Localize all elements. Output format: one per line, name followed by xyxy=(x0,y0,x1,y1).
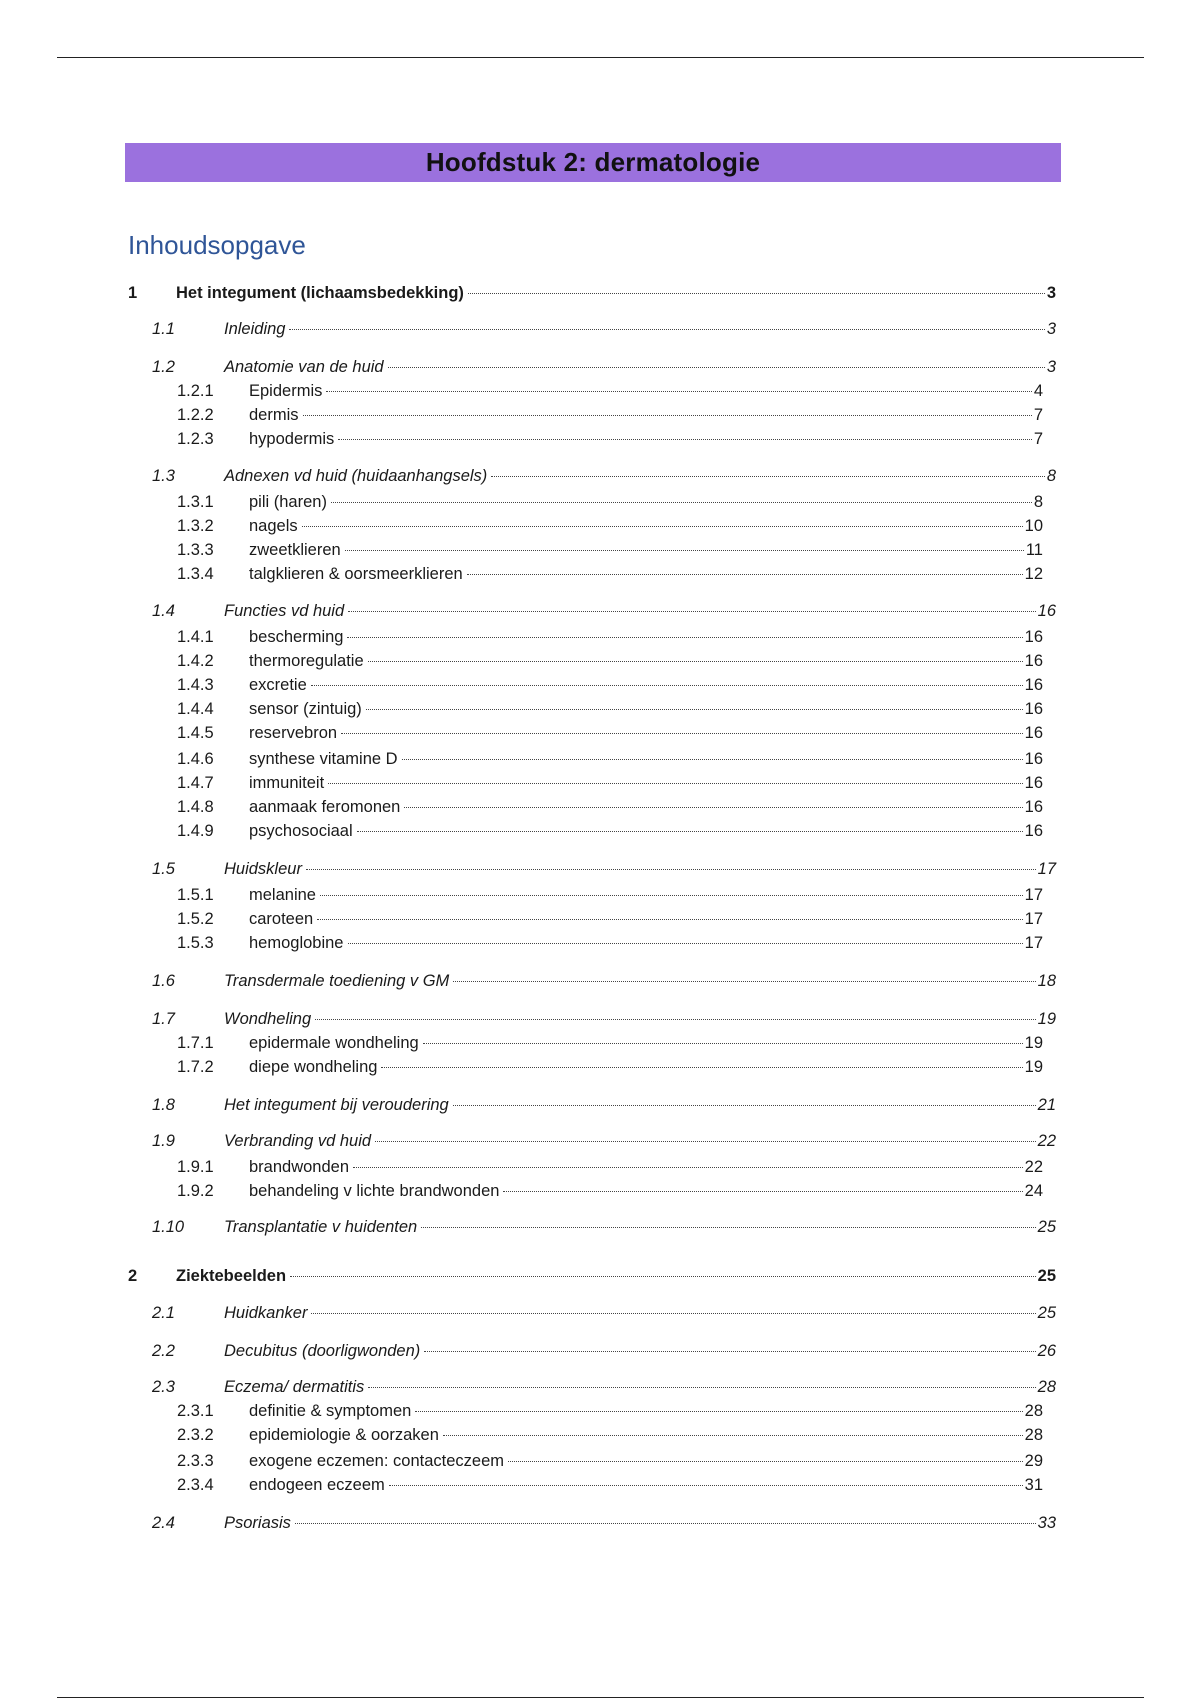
toc-entry-title[interactable]: zweetklieren xyxy=(249,541,341,559)
toc-dot-leader xyxy=(491,476,1045,477)
toc-dot-leader xyxy=(453,981,1035,982)
toc-entry-title[interactable]: epidermale wondheling xyxy=(249,1034,419,1052)
toc-entry-page-number: 8 xyxy=(1033,493,1043,511)
toc-dot-leader xyxy=(415,1411,1022,1412)
toc-entry-number: 1.2.1 xyxy=(177,382,214,400)
toc-entry-page-number: 16 xyxy=(1024,724,1043,742)
toc-entry-number: 1.5.2 xyxy=(177,910,214,928)
toc-entry-title[interactable]: thermoregulatie xyxy=(249,652,364,670)
toc-dot-leader xyxy=(443,1435,1023,1436)
toc-entry-page-number: 7 xyxy=(1033,430,1043,448)
toc-entry-number: 1 xyxy=(128,284,138,302)
toc-entry-number: 1.4.6 xyxy=(177,750,214,768)
toc-entry-number: 1.5 xyxy=(152,860,175,878)
toc-entry-2-4[interactable] xyxy=(152,1513,1056,1533)
toc-entry-title[interactable]: Functies vd huid xyxy=(224,602,345,620)
toc-entry-page-number: 31 xyxy=(1024,1476,1043,1494)
toc-entry-title[interactable]: behandeling v lichte brandwonden xyxy=(249,1182,500,1200)
toc-entry-number: 2.3.3 xyxy=(177,1452,214,1470)
toc-dot-leader xyxy=(315,1019,1036,1020)
toc-entry-1-4-6[interactable] xyxy=(177,749,1043,769)
toc-dot-leader xyxy=(331,502,1032,503)
toc-entry-number: 2.3.2 xyxy=(177,1426,214,1444)
toc-entry-1-10[interactable] xyxy=(152,1217,1056,1237)
toc-entry-1-7[interactable] xyxy=(152,1009,1056,1029)
toc-entry-page-number: 19 xyxy=(1024,1058,1043,1076)
toc-entry-page-number: 7 xyxy=(1033,406,1043,424)
toc-entry-1-4[interactable] xyxy=(152,601,1056,621)
toc-heading: Inhoudsopgave xyxy=(128,230,306,260)
toc-entry-title[interactable]: Epidermis xyxy=(249,382,323,400)
toc-dot-leader xyxy=(347,637,1022,638)
toc-entry-title[interactable]: talgklieren & oorsmeerklieren xyxy=(249,565,463,583)
toc-entry-title[interactable]: synthese vitamine D xyxy=(249,750,398,768)
toc-entry-page-number: 17 xyxy=(1024,934,1043,952)
toc-dot-leader xyxy=(317,919,1022,920)
toc-entry-title[interactable]: diepe wondheling xyxy=(249,1058,378,1076)
toc-entry-page-number: 16 xyxy=(1024,822,1043,840)
toc-entry-1-4-8[interactable] xyxy=(177,797,1043,817)
toc-entry-1-5[interactable] xyxy=(152,859,1056,879)
toc-dot-leader xyxy=(368,661,1023,662)
toc-dot-leader xyxy=(375,1141,1036,1142)
toc-entry-number: 1.8 xyxy=(152,1096,175,1114)
toc-entry-title[interactable]: caroteen xyxy=(249,910,314,928)
toc-entry-number: 1.4.3 xyxy=(177,676,214,694)
toc-entry-1-4-1[interactable] xyxy=(177,627,1043,647)
toc-entry-number: 1.5.1 xyxy=(177,886,214,904)
toc-entry-2-3-3[interactable] xyxy=(177,1451,1043,1471)
toc-entry-title[interactable]: sensor (zintuig) xyxy=(249,700,362,718)
toc-entry-number: 2.4 xyxy=(152,1514,175,1532)
toc-entry-title[interactable]: Transplantatie v huidenten xyxy=(224,1218,418,1236)
toc-entry-title[interactable]: pili (haren) xyxy=(249,493,327,511)
toc-entry-1-4-9[interactable] xyxy=(177,821,1043,841)
toc-entry-number: 1.5.3 xyxy=(177,934,214,952)
toc-entry-page-number: 18 xyxy=(1037,972,1056,990)
toc-entry-title[interactable]: Anatomie van de huid xyxy=(224,358,384,376)
toc-entry-page-number: 25 xyxy=(1037,1218,1056,1236)
toc-entry-title[interactable]: Het integument bij veroudering xyxy=(224,1096,449,1114)
toc-entry-number: 1.4.8 xyxy=(177,798,214,816)
toc-entry-2-1[interactable] xyxy=(152,1303,1056,1323)
toc-entry-number: 1.3.4 xyxy=(177,565,214,583)
toc-entry-page-number: 10 xyxy=(1024,517,1043,535)
toc-entry-title[interactable]: Wondheling xyxy=(224,1010,312,1028)
toc-entry-title[interactable]: psychosociaal xyxy=(249,822,353,840)
toc-entry-1-4-7[interactable] xyxy=(177,773,1043,793)
toc-entry-1-2-1[interactable] xyxy=(177,381,1043,401)
toc-entry-1-3-1[interactable] xyxy=(177,492,1043,512)
toc-dot-leader xyxy=(468,293,1045,294)
toc-entry-title[interactable]: Huidskleur xyxy=(224,860,302,878)
toc-dot-leader xyxy=(290,1276,1036,1277)
toc-entry-page-number: 22 xyxy=(1037,1132,1056,1150)
toc-dot-leader xyxy=(311,685,1023,686)
toc-entry-1-7-2[interactable] xyxy=(177,1057,1043,1077)
toc-entry-number: 1.4.9 xyxy=(177,822,214,840)
toc-dot-leader xyxy=(423,1043,1023,1044)
toc-entry-page-number: 17 xyxy=(1037,860,1056,878)
toc-entry-page-number: 8 xyxy=(1046,467,1056,485)
toc-entry-page-number: 28 xyxy=(1024,1402,1043,1420)
toc-entry-number: 1.6 xyxy=(152,972,175,990)
toc-entry-1-9-2[interactable] xyxy=(177,1181,1043,1201)
toc-entry-2-2[interactable] xyxy=(152,1341,1056,1361)
toc-entry-title[interactable]: nagels xyxy=(249,517,298,535)
toc-entry-1-1[interactable] xyxy=(152,319,1056,339)
toc-entry-page-number: 25 xyxy=(1037,1304,1056,1322)
toc-entry-page-number: 3 xyxy=(1046,320,1056,338)
toc-entry-2[interactable] xyxy=(128,1266,1056,1286)
chapter-title: Hoofdstuk 2: dermatologie xyxy=(425,147,761,177)
toc-entry-number: 2.3 xyxy=(152,1378,175,1396)
toc-entry-2-3-1[interactable] xyxy=(177,1401,1043,1421)
toc-entry-number: 1.2.2 xyxy=(177,406,214,424)
toc-entry-1-3[interactable] xyxy=(152,466,1056,486)
toc-dot-leader xyxy=(311,1313,1035,1314)
toc-entry-number: 1.7 xyxy=(152,1010,175,1028)
toc-entry-title[interactable]: Decubitus (doorligwonden) xyxy=(224,1342,421,1360)
toc-entry-title[interactable]: Ziektebeelden xyxy=(176,1267,287,1285)
toc-entry-number: 1.7.2 xyxy=(177,1058,214,1076)
toc-entry-title[interactable]: Adnexen vd huid (huidaanhangsels) xyxy=(224,467,488,485)
toc-entry-number: 1.4.1 xyxy=(177,628,214,646)
toc-entry-title[interactable]: excretie xyxy=(249,676,307,694)
toc-entry-number: 1.9.1 xyxy=(177,1158,214,1176)
toc-entry-number: 2.3.4 xyxy=(177,1476,214,1494)
toc-entry-page-number: 16 xyxy=(1024,628,1043,646)
toc-entry-1-4-5[interactable] xyxy=(177,723,1043,743)
toc-entry-page-number: 25 xyxy=(1037,1267,1056,1285)
toc-dot-leader xyxy=(424,1351,1035,1352)
toc-entry-page-number: 21 xyxy=(1037,1096,1056,1114)
toc-dot-leader xyxy=(421,1227,1035,1228)
toc-dot-leader xyxy=(326,391,1031,392)
toc-dot-leader xyxy=(503,1191,1022,1192)
toc-entry-page-number: 26 xyxy=(1037,1342,1056,1360)
toc-dot-leader xyxy=(306,869,1036,870)
toc-entry-1-3-4[interactable] xyxy=(177,564,1043,584)
toc-dot-leader xyxy=(404,807,1022,808)
toc-entry-1-5-2[interactable] xyxy=(177,909,1043,929)
footer-rule xyxy=(57,1697,1144,1698)
toc-entry-page-number: 4 xyxy=(1033,382,1043,400)
toc-entry-page-number: 16 xyxy=(1024,676,1043,694)
toc-entry-title[interactable]: Verbranding vd huid xyxy=(224,1132,372,1150)
toc-entry-1-5-3[interactable] xyxy=(177,933,1043,953)
toc-entry-number: 1.3.3 xyxy=(177,541,214,559)
toc-entry-page-number: 28 xyxy=(1037,1378,1056,1396)
toc-dot-leader xyxy=(295,1523,1036,1524)
toc-dot-leader xyxy=(366,709,1023,710)
toc-entry-1-2-3[interactable] xyxy=(177,429,1043,449)
toc-entry-number: 2.1 xyxy=(152,1304,175,1322)
toc-entry-2-3-4[interactable] xyxy=(177,1475,1043,1495)
toc-entry-number: 1.4.7 xyxy=(177,774,214,792)
toc-entry-number: 1.4 xyxy=(152,602,175,620)
toc-entry-page-number: 33 xyxy=(1037,1514,1056,1532)
toc-entry-title[interactable]: brandwonden xyxy=(249,1158,349,1176)
toc-entry-title[interactable]: immuniteit xyxy=(249,774,325,792)
toc-entry-page-number: 16 xyxy=(1024,774,1043,792)
toc-entry-number: 1.4.4 xyxy=(177,700,214,718)
toc-entry-1-6[interactable] xyxy=(152,971,1056,991)
toc-dot-leader xyxy=(345,550,1024,551)
toc-entry-title[interactable]: Eczema/ dermatitis xyxy=(224,1378,365,1396)
toc-entry-title[interactable]: Inleiding xyxy=(224,320,286,338)
toc-entry-title[interactable]: hypodermis xyxy=(249,430,335,448)
toc-entry-number: 1.2.3 xyxy=(177,430,214,448)
toc-entry-1-5-1[interactable] xyxy=(177,885,1043,905)
toc-entry-1-2[interactable] xyxy=(152,357,1056,377)
toc-dot-leader xyxy=(402,759,1023,760)
toc-entry-number: 1.7.1 xyxy=(177,1034,214,1052)
toc-entry-page-number: 16 xyxy=(1037,602,1056,620)
toc-dot-leader xyxy=(348,943,1023,944)
toc-entry-title[interactable]: aanmaak feromonen xyxy=(249,798,401,816)
toc-dot-leader xyxy=(389,1485,1023,1486)
toc-entry-page-number: 28 xyxy=(1024,1426,1043,1444)
toc-entry-number: 2.3.1 xyxy=(177,1402,214,1420)
toc-dot-leader xyxy=(453,1105,1036,1106)
toc-entry-1-9-1[interactable] xyxy=(177,1157,1043,1177)
toc-entry-number: 1.3 xyxy=(152,467,175,485)
toc-dot-leader xyxy=(320,895,1023,896)
toc-entry-title[interactable]: Psoriasis xyxy=(224,1514,291,1532)
toc-dot-leader xyxy=(289,329,1044,330)
toc-entry-title[interactable]: epidemiologie & oorzaken xyxy=(249,1426,439,1444)
toc-entry-page-number: 3 xyxy=(1046,358,1056,376)
toc-dot-leader xyxy=(302,526,1023,527)
toc-entry-page-number: 16 xyxy=(1024,798,1043,816)
toc-entry-number: 1.3.2 xyxy=(177,517,214,535)
toc-entry-1-3-3[interactable] xyxy=(177,540,1043,560)
toc-entry-number: 1.9.2 xyxy=(177,1182,214,1200)
toc-entry-1-4-2[interactable] xyxy=(177,651,1043,671)
toc-entry-number: 1.4.2 xyxy=(177,652,214,670)
toc-dot-leader xyxy=(388,367,1045,368)
toc-entry-title[interactable]: Het integument (lichaamsbedekking) xyxy=(176,284,464,302)
toc-entry-title[interactable]: endogeen eczeem xyxy=(249,1476,385,1494)
toc-entry-page-number: 22 xyxy=(1024,1158,1043,1176)
toc-entry-number: 1.9 xyxy=(152,1132,175,1150)
toc-entry-1-2-2[interactable] xyxy=(177,405,1043,425)
toc-entry-number: 1.4.5 xyxy=(177,724,214,742)
toc-dot-leader xyxy=(348,611,1035,612)
toc-entry-page-number: 19 xyxy=(1037,1010,1056,1028)
toc-entry-page-number: 11 xyxy=(1025,541,1043,559)
toc-dot-leader xyxy=(467,574,1023,575)
toc-entry-page-number: 12 xyxy=(1024,565,1043,583)
toc-entry-title[interactable]: reservebron xyxy=(249,724,338,742)
toc-entry-page-number: 29 xyxy=(1024,1452,1043,1470)
toc-entry-number: 2.2 xyxy=(152,1342,175,1360)
toc-entry-page-number: 16 xyxy=(1024,652,1043,670)
toc-entry-page-number: 16 xyxy=(1024,700,1043,718)
toc-entry-number: 1.3.1 xyxy=(177,493,214,511)
toc-dot-leader xyxy=(341,733,1023,734)
toc-dot-leader xyxy=(338,439,1032,440)
toc-entry-page-number: 17 xyxy=(1024,910,1043,928)
toc-entry-title[interactable]: hemoglobine xyxy=(249,934,344,952)
toc-entry-title[interactable]: Huidkanker xyxy=(224,1304,308,1322)
toc-dot-leader xyxy=(328,783,1022,784)
toc-entry-1[interactable] xyxy=(128,283,1056,303)
toc-entry-title[interactable]: bescherming xyxy=(249,628,344,646)
toc-entry-1-4-4[interactable] xyxy=(177,699,1043,719)
toc-entry-title[interactable]: exogene eczemen: contacteczeem xyxy=(249,1452,504,1470)
toc-dot-leader xyxy=(303,415,1032,416)
toc-entry-page-number: 16 xyxy=(1024,750,1043,768)
toc-entry-1-3-2[interactable] xyxy=(177,516,1043,536)
toc-entry-1-4-3[interactable] xyxy=(177,675,1043,695)
toc-entry-2-3[interactable] xyxy=(152,1377,1056,1397)
toc-dot-leader xyxy=(368,1387,1035,1388)
toc-entry-number: 1.1 xyxy=(152,320,175,338)
toc-entry-title[interactable]: dermis xyxy=(249,406,299,424)
toc-dot-leader xyxy=(381,1067,1022,1068)
toc-dot-leader xyxy=(353,1167,1023,1168)
toc-entry-page-number: 19 xyxy=(1024,1034,1043,1052)
toc-entry-title[interactable]: melanine xyxy=(249,886,316,904)
toc-dot-leader xyxy=(508,1461,1023,1462)
toc-entry-number: 2 xyxy=(128,1267,138,1285)
toc-entry-page-number: 3 xyxy=(1046,284,1056,302)
toc-entry-number: 1.2 xyxy=(152,358,175,376)
toc-entry-page-number: 17 xyxy=(1024,886,1043,904)
toc-entry-number: 1.10 xyxy=(152,1218,185,1236)
toc-dot-leader xyxy=(357,831,1023,832)
toc-entry-1-9[interactable] xyxy=(152,1131,1056,1151)
toc-entry-1-7-1[interactable] xyxy=(177,1033,1043,1053)
toc-entry-title[interactable]: Transdermale toediening v GM xyxy=(224,972,450,990)
toc-entry-title[interactable]: definitie & symptomen xyxy=(249,1402,412,1420)
toc-entry-page-number: 24 xyxy=(1024,1182,1043,1200)
toc-entry-2-3-2[interactable] xyxy=(177,1425,1043,1445)
toc-entry-1-8[interactable] xyxy=(152,1095,1056,1115)
